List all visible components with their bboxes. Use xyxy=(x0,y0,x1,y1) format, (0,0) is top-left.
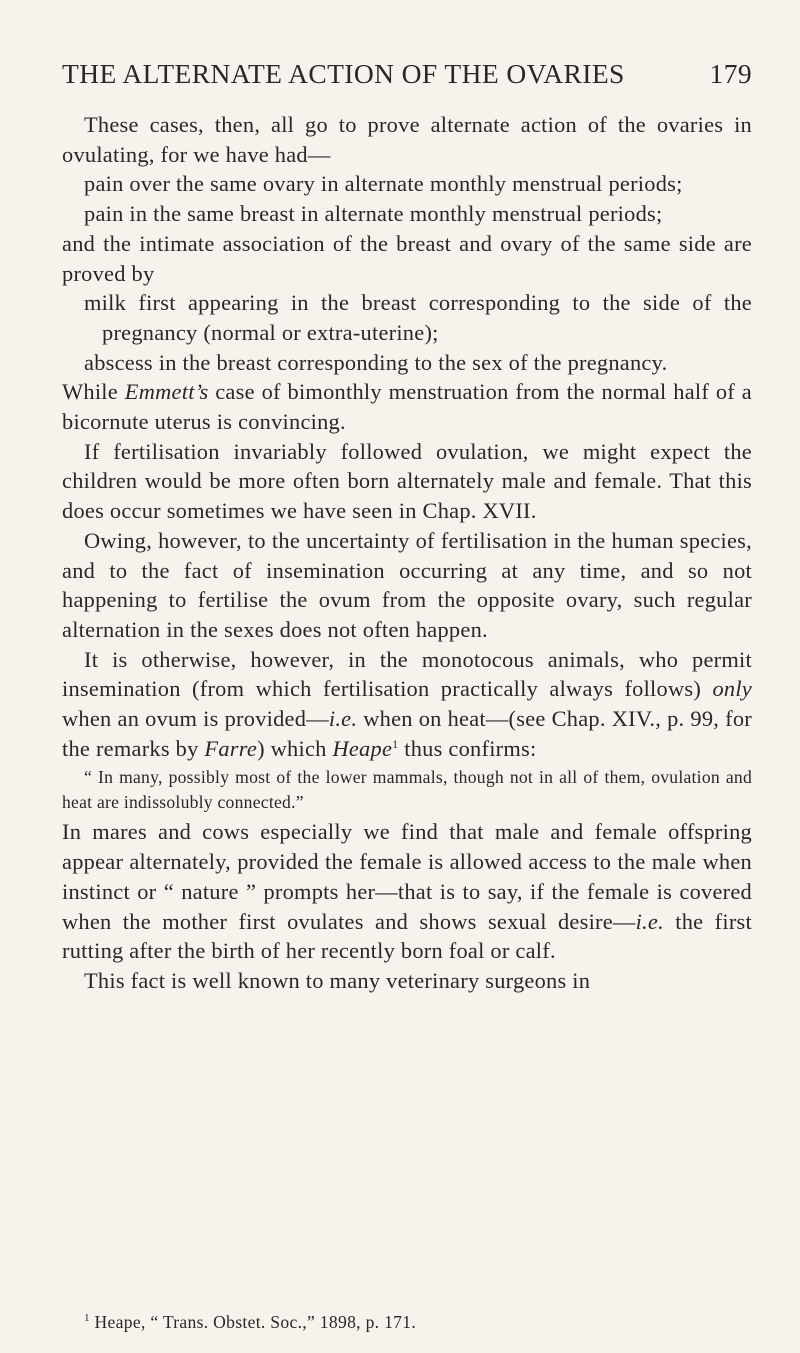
paragraph-6 xyxy=(62,645,752,764)
running-header xyxy=(62,58,752,90)
body-text xyxy=(62,110,752,996)
footnote-ref: 1 xyxy=(392,736,399,751)
list-item-4: abscess in the breast corresponding to the sex of the pregnancy. xyxy=(84,349,668,375)
farre-name: Farre xyxy=(204,735,258,761)
footnote-marker: 1 xyxy=(84,1312,90,1324)
heape-name: Heape xyxy=(332,735,393,761)
p6-text-d: ) which xyxy=(257,735,333,761)
block-quote: “ In many, possibly most of the lower mammals, though not in all of them, ovulation and heat are indissolubly connected.” xyxy=(62,767,752,812)
p7-text-a: In mares and cows especially we find that male and female offspring appear alternately, provided the female is allowed access to the male when instinct or “ nature ” prompts her—that is to say, if the female is covered when the mother first ovulates and shows sexual desire— xyxy=(62,819,752,934)
p3-text-b: case of bimonthly menstruation from the normal half of a bicornute uterus is convincing. xyxy=(62,379,752,435)
p3-text-a: While xyxy=(62,379,125,405)
paragraph-5: Owing, however, to the uncertainty of fertilisation in the human species, and to the fact of insemination occurring at any time, and so not happening to fertilise the ovum from the opposite ovary, such regular alternation in the sexes does not often happen. xyxy=(62,527,752,642)
ie-abbrev: i.e. xyxy=(328,706,358,732)
p6-text-e: thus confirms: xyxy=(398,735,537,761)
p6-text-c: when on heat—(see Chap. XIV., p. 99, for the remarks by xyxy=(62,706,752,761)
list-item-3: milk first appearing in the breast corresponding to the side of the pregnancy (normal or extra-uterine); xyxy=(84,290,752,345)
paragraph-8: This fact is well known to many veterinary surgeons in xyxy=(84,967,591,993)
list-item-2: pain in the same breast in alternate monthly menstrual periods; xyxy=(84,201,663,227)
page-number: 179 xyxy=(709,58,752,89)
paragraph-1: These cases, then, all go to prove alternate action of the ovaries in ovulating, for we have had— xyxy=(62,112,752,167)
paragraph-3 xyxy=(62,377,752,436)
p6-text-a: It is otherwise, however, in the monotocous animals, who permit insemination (from which fertilisation practically always follows) xyxy=(62,646,752,702)
ie-abbrev-2: i.e. xyxy=(635,908,664,934)
footnote xyxy=(62,1312,752,1333)
running-title: THE ALTERNATE ACTION OF THE OVARIES xyxy=(62,58,625,89)
paragraph-7 xyxy=(62,817,752,966)
paragraph-2: and the intimate association of the breast and ovary of the same side are proved by xyxy=(62,230,752,286)
footnote-text: Heape, “ Trans. Obstet. Soc.,” 1898, p. 171. xyxy=(89,1312,417,1332)
p7-text-b: the first rutting after the birth of her recently born foal or calf. xyxy=(62,908,752,964)
p6-text-b: when an ovum is provided— xyxy=(62,706,329,732)
emmett-name: Emmett’s xyxy=(124,379,209,405)
paragraph-4: If fertilisation invariably followed ovulation, we might expect the children would be more often born alternately male and female. That this does occur sometimes we have seen in Chap. XVII. xyxy=(62,438,752,524)
only-emphasis: only xyxy=(712,676,752,702)
list-item-1: pain over the same ovary in alternate monthly menstrual periods; xyxy=(84,171,683,197)
